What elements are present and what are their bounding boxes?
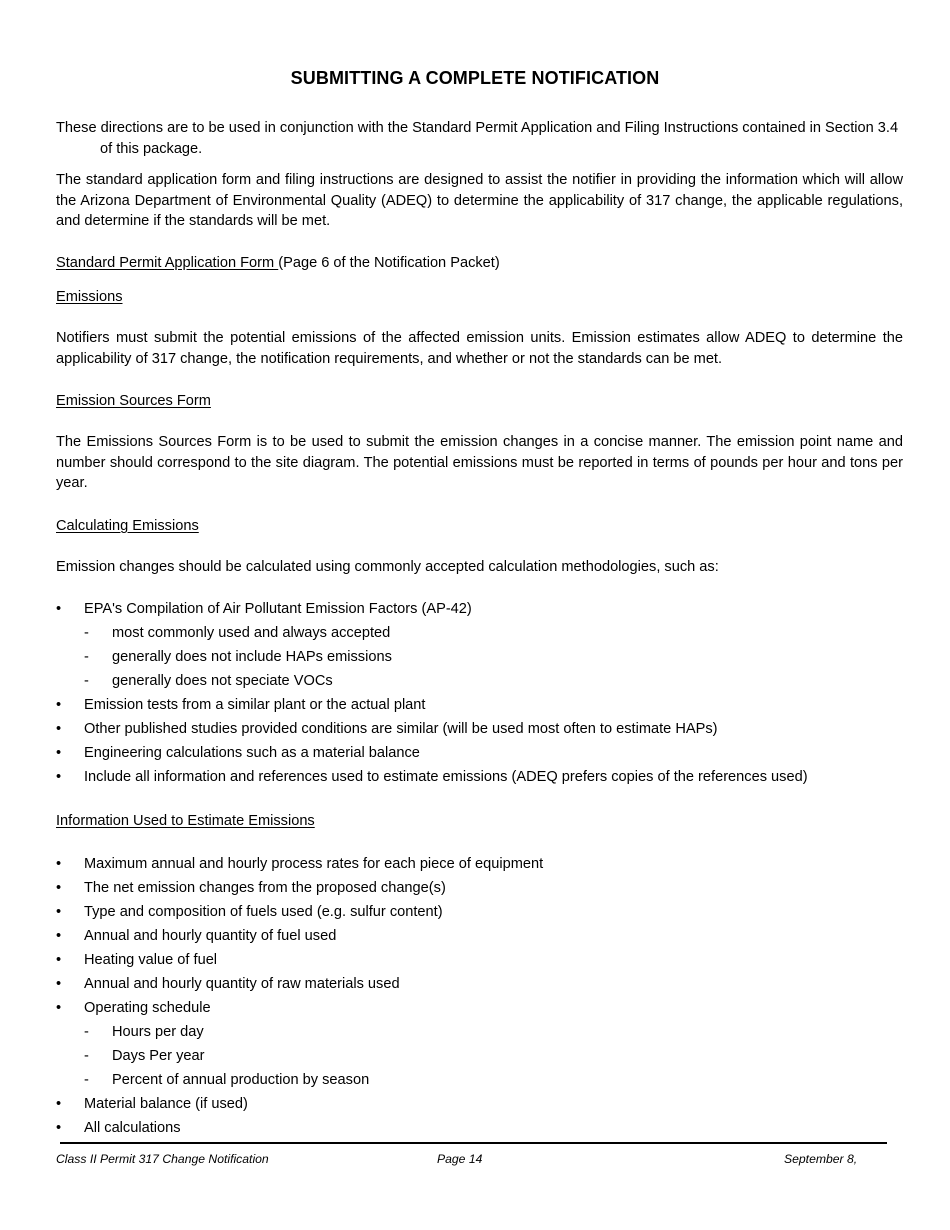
calculating-heading: Calculating Emissions xyxy=(56,518,199,534)
bullet-marker: • xyxy=(56,601,62,617)
footer-rule xyxy=(60,1142,887,1144)
form-heading-page-ref: (Page 6 of the Notification Packet) xyxy=(278,255,500,271)
list-item xyxy=(56,924,916,948)
list-item xyxy=(56,741,916,765)
intro-text-start: These directions are to be used in conjunction with the Standard Permit Application and Filing Instructions contained in Section 3.4 xyxy=(56,120,899,136)
bullet-marker: • xyxy=(56,904,62,920)
list-item xyxy=(56,597,916,621)
dash-marker: - xyxy=(84,1072,89,1088)
list-item xyxy=(56,717,916,741)
bullet-marker: • xyxy=(56,769,62,785)
intro-text-end: of this package. xyxy=(100,140,203,157)
list-item-text: generally does not speciate VOCs xyxy=(112,673,333,689)
bullet-marker: • xyxy=(56,1096,62,1112)
list-item xyxy=(56,1116,916,1140)
bullet-marker: • xyxy=(56,1120,62,1136)
list-item-text: All calculations xyxy=(84,1120,181,1136)
list-item xyxy=(56,693,916,717)
list-item-text: most commonly used and always accepted xyxy=(112,625,391,641)
list-item-text: The net emission changes from the proposed change(s) xyxy=(84,880,446,896)
dash-marker: - xyxy=(84,1048,89,1064)
information-heading: Information Used to Estimate Emissions xyxy=(56,813,315,829)
intro-paragraph xyxy=(56,118,903,159)
dash-marker: - xyxy=(84,649,89,665)
footer-date: September 8, xyxy=(784,1152,858,1166)
list-item-text: Material balance (if used) xyxy=(84,1096,248,1112)
list-item-text: Hours per day xyxy=(112,1024,204,1040)
list-item-text: Maximum annual and hourly process rates for each piece of equipment xyxy=(84,856,544,872)
list-item xyxy=(56,765,916,789)
list-item-text: Percent of annual production by season xyxy=(112,1072,370,1088)
information-list xyxy=(56,852,916,1140)
bullet-marker: • xyxy=(56,976,62,992)
calculating-intro: Emission changes should be calculated using commonly accepted calculation methodologies, such as: xyxy=(56,559,719,575)
list-item-text: Operating schedule xyxy=(84,1000,211,1016)
form-heading xyxy=(56,253,500,274)
list-item xyxy=(56,1092,916,1116)
list-item-text: Type and composition of fuels used (e.g. sulfur content) xyxy=(84,904,443,920)
bullet-marker: • xyxy=(56,745,62,761)
sub-list-item xyxy=(56,645,916,669)
list-item-text: Other published studies provided conditions are similar (will be used most often to estimate HAPs) xyxy=(84,721,718,737)
sub-list-item xyxy=(56,1068,916,1092)
form-heading-underlined: Standard Permit Application Form xyxy=(56,255,279,271)
sources-form-paragraph: The Emissions Sources Form is to be used to submit the emission changes in a concise manner. The emission point name and number should correspond to the site diagram. The potential emissions must be reported in terms of pounds per hour and tons per year. xyxy=(56,434,903,492)
list-item-text: Annual and hourly quantity of raw materials used xyxy=(84,976,400,992)
sub-list-item xyxy=(56,621,916,645)
emissions-paragraph: Notifiers must submit the potential emissions of the affected emission units. Emission estimates allow ADEQ to determine the applicability of 317 change, the notification requirements, and whether or not the standards can be met. xyxy=(56,330,903,367)
list-item-text: EPA's Compilation of Air Pollutant Emission Factors (AP-42) xyxy=(84,601,472,617)
sub-list-item xyxy=(56,669,916,693)
list-item-text: Days Per year xyxy=(112,1048,205,1064)
bullet-marker: • xyxy=(56,952,62,968)
list-item-text: generally does not include HAPs emissions xyxy=(112,649,392,665)
list-item xyxy=(56,900,916,924)
bullet-marker: • xyxy=(56,880,62,896)
list-item xyxy=(56,948,916,972)
footer-document-title: Class II Permit 317 Change Notification xyxy=(56,1152,269,1166)
emissions-heading: Emissions xyxy=(56,289,123,305)
list-item xyxy=(56,996,916,1020)
list-item-text: Annual and hourly quantity of fuel used xyxy=(84,928,337,944)
footer-page-number: Page 14 xyxy=(437,1152,483,1166)
sub-list-item xyxy=(56,1020,916,1044)
bullet-marker: • xyxy=(56,928,62,944)
page-title: SUBMITTING A COMPLETE NOTIFICATION xyxy=(290,68,660,88)
bullet-marker: • xyxy=(56,856,62,872)
dash-marker: - xyxy=(84,673,89,689)
list-item-text: Heating value of fuel xyxy=(84,952,218,968)
dash-marker: - xyxy=(84,625,89,641)
sources-form-heading: Emission Sources Form xyxy=(56,393,211,409)
sub-list-item xyxy=(56,1044,916,1068)
list-item-text: Emission tests from a similar plant or the actual plant xyxy=(84,697,426,713)
list-item xyxy=(56,876,916,900)
list-item-text: Include all information and references used to estimate emissions (ADEQ prefers copies of the references used) xyxy=(84,769,808,785)
bullet-marker: • xyxy=(56,721,62,737)
purpose-paragraph: The standard application form and filing instructions are designed to assist the notifier in providing the information which will allow the Arizona Department of Environmental Quality (ADEQ) to determine the applicability of 317 change, the applicable regulations, and determine if the standards will be met. xyxy=(56,172,903,230)
calculation-methods-list xyxy=(56,597,916,789)
bullet-marker: • xyxy=(56,1000,62,1016)
dash-marker: - xyxy=(84,1024,89,1040)
list-item xyxy=(56,852,916,876)
list-item xyxy=(56,972,916,996)
bullet-marker: • xyxy=(56,697,62,713)
list-item-text: Engineering calculations such as a material balance xyxy=(84,745,420,761)
